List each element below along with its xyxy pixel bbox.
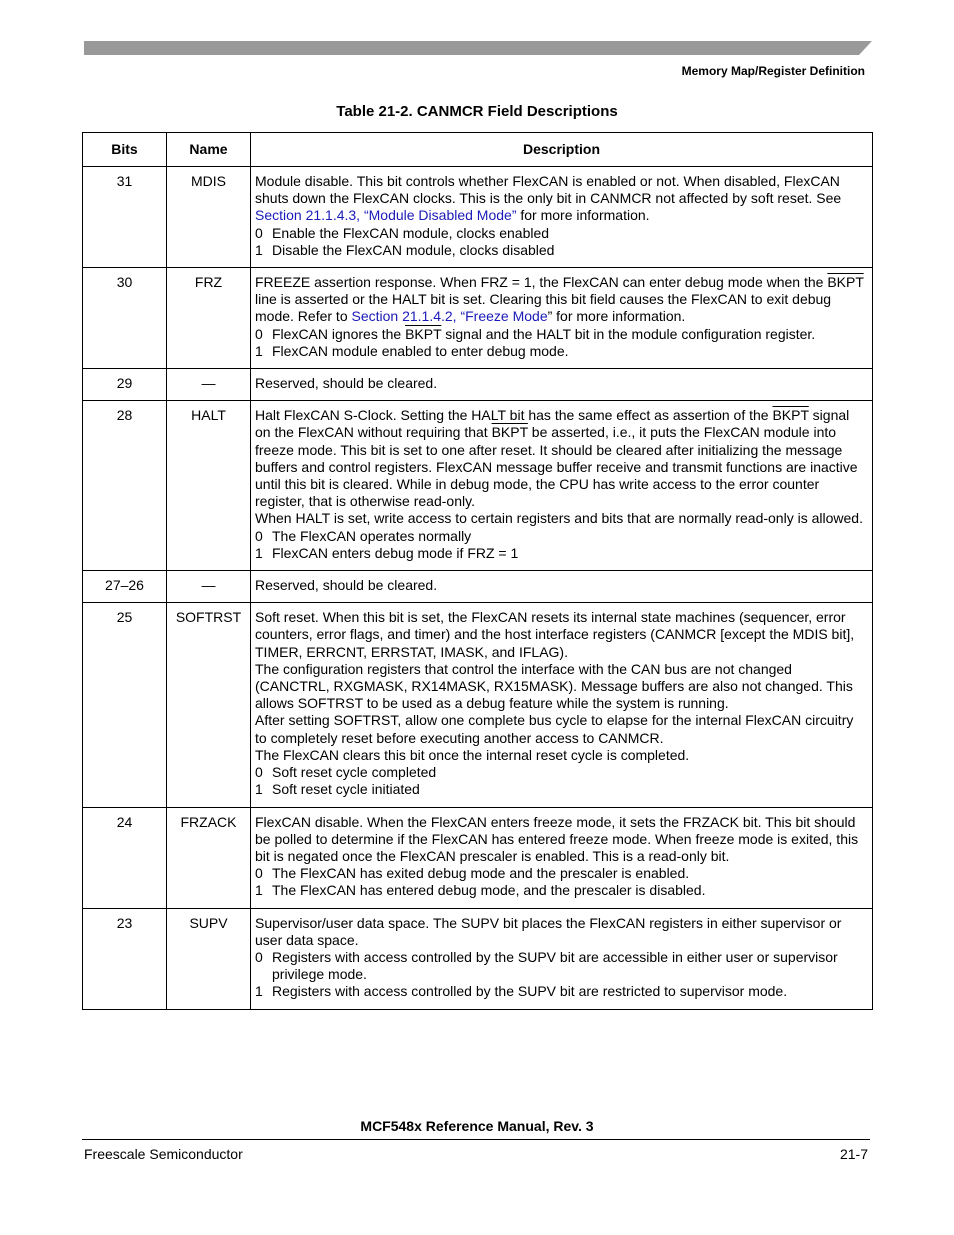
table-row	[83, 268, 873, 369]
option-line	[255, 865, 866, 882]
option-key: 0	[255, 224, 263, 241]
description-text	[255, 747, 866, 764]
text-run: The FlexCAN has exited debug mode and the prescaler is enabled.	[272, 865, 690, 882]
option-line	[255, 225, 866, 242]
option-key: 0	[255, 948, 263, 965]
option-key: 1	[255, 544, 263, 561]
option-key: 1	[255, 983, 263, 1000]
option-key: 1	[255, 781, 263, 798]
description-text	[255, 375, 866, 392]
option-key: 0	[255, 527, 263, 544]
text-run: Supervisor/user data space. The SUPV bit places the FlexCAN registers in either supervisor or user data space.	[255, 914, 842, 948]
text-run: Registers with access controlled by the SUPV bit are accessible in either user or supervisor privilege mode.	[272, 948, 838, 983]
name-cell: —	[167, 571, 251, 603]
footer-page-number: 21-7	[839, 1146, 868, 1162]
option-line	[255, 528, 866, 545]
description-text	[255, 609, 866, 661]
field-descriptions-table	[82, 132, 873, 1010]
description-text	[255, 274, 866, 326]
text-run: FlexCAN disable. When the FlexCAN enters freeze mode, it sets the FRZACK bit. This bit should be polled to determine if the FlexCAN has entered freeze mode. When freeze mode is exited, this bit is negated once the FlexCAN prescaler is enabled. This is a read-only bit.	[255, 813, 859, 864]
text-run: signal and the HALT bit in the module configuration register.	[441, 325, 816, 342]
description-cell	[251, 369, 873, 401]
signal-name-overbar: BKPT	[772, 407, 809, 424]
section-link[interactable]: Section 21.1.4.3, “Module Disabled Mode”	[255, 207, 517, 224]
text-run: The configuration registers that control the interface with the CAN bus are not changed (CANCTRL, RXGMASK, RX14MASK, RX15MASK). Message buffers are also not changed. This allows SOFTRST to be used as a debug feature while the system is running.	[255, 660, 853, 712]
text-run: Enable the FlexCAN module, clocks enabled	[272, 224, 550, 241]
text-run: Reserved, should be cleared.	[255, 577, 438, 594]
description-text	[255, 407, 866, 510]
text-run: FlexCAN enters debug mode if FRZ = 1	[272, 544, 519, 561]
option-line	[255, 242, 866, 259]
column-header-name: Name	[167, 133, 251, 167]
description-cell	[251, 167, 873, 268]
bits-cell: 28	[83, 401, 167, 571]
text-run: The FlexCAN clears this bit once the internal reset cycle is completed.	[255, 746, 690, 763]
bits-cell: 23	[83, 908, 167, 1009]
text-run: for more information.	[516, 207, 650, 224]
description-text	[255, 712, 866, 746]
option-key: 1	[255, 241, 263, 258]
description-cell	[251, 571, 873, 603]
description-text	[255, 510, 866, 527]
description-cell	[251, 807, 873, 908]
table-row	[83, 807, 873, 908]
option-line	[255, 983, 866, 1000]
bits-cell: 27–26	[83, 571, 167, 603]
option-line	[255, 781, 866, 798]
table-row	[83, 401, 873, 571]
footer-company: Freescale Semiconductor	[84, 1146, 243, 1162]
description-text	[255, 915, 866, 949]
section-link[interactable]: Section 21.1.4.2, “Freeze Mode	[351, 308, 548, 325]
text-run: Soft reset cycle completed	[272, 764, 437, 781]
name-cell: SUPV	[167, 908, 251, 1009]
table-row	[83, 603, 873, 807]
option-key: 0	[255, 764, 263, 781]
bits-cell: 29	[83, 369, 167, 401]
table-row	[83, 571, 873, 603]
name-cell: HALT	[167, 401, 251, 571]
footer-manual-title: MCF548x Reference Manual, Rev. 3	[360, 1118, 594, 1134]
text-run: Module disable. This bit controls whether FlexCAN is enabled or not. When disabled, FlexCAN shuts down the FlexCAN clocks. This is the only bit in CANMCR not affected by soft reset. See	[255, 173, 842, 207]
option-key: 1	[255, 882, 263, 899]
text-run: The FlexCAN has entered debug mode, and the prescaler is disabled.	[272, 882, 706, 899]
text-run: Disable the FlexCAN module, clocks disabled	[272, 241, 555, 258]
table-row	[83, 167, 873, 268]
text-run: signal on the FlexCAN without requiring that	[255, 407, 850, 441]
signal-name-overbar: BKPT	[827, 274, 864, 291]
text-run: FREEZE assertion response. When FRZ = 1, the FlexCAN can enter debug mode when the	[255, 274, 828, 291]
name-cell: —	[167, 369, 251, 401]
table-row	[83, 908, 873, 1009]
signal-name-overbar: BKPT	[405, 325, 442, 342]
text-run: Soft reset. When this bit is set, the FlexCAN resets its internal state machines (sequencer, error counters, error flags, and timer) and the host interface registers (CANMCR [except the MDIS bit], TIMER, ERRCNT, ERRSTAT, IMASK, and IFLAG).	[255, 609, 855, 660]
section-header: Memory Map/Register Definition	[681, 64, 865, 78]
description-text	[255, 814, 866, 866]
description-cell	[251, 908, 873, 1009]
bits-cell: 25	[83, 603, 167, 807]
column-header-description: Description	[251, 133, 873, 167]
description-text	[255, 173, 866, 225]
option-line	[255, 949, 866, 983]
text-run: The FlexCAN operates normally	[272, 527, 472, 544]
description-text	[255, 661, 866, 713]
option-line	[255, 545, 866, 562]
column-header-bits: Bits	[83, 133, 167, 167]
table-header-row	[83, 133, 873, 167]
text-run: Soft reset cycle initiated	[272, 781, 420, 798]
description-cell	[251, 401, 873, 571]
text-run: Reserved, should be cleared.	[255, 375, 438, 392]
option-line	[255, 764, 866, 781]
description-text	[255, 577, 866, 594]
text-run: line is asserted or the HALT bit is set. Clearing this bit field causes the FlexCAN to exit debug mode. Refer to	[255, 291, 832, 325]
option-line	[255, 882, 866, 899]
footer-divider	[82, 1139, 870, 1140]
header-bar	[84, 41, 872, 55]
table-title: Table 21-2. CANMCR Field Descriptions	[336, 103, 618, 120]
name-cell: FRZACK	[167, 807, 251, 908]
text-run: Halt FlexCAN S-Clock. Setting the HALT bit has the same effect as assertion of the	[255, 407, 773, 424]
table-row	[83, 369, 873, 401]
bits-cell: 31	[83, 167, 167, 268]
text-run: FlexCAN ignores the	[272, 325, 406, 342]
option-key: 0	[255, 865, 263, 882]
text-run: be asserted, i.e., it puts the FlexCAN module into freeze mode. This bit is set to one after reset. It should be cleared after initializing the message buffers and control registers. FlexCAN message buffer receive and transmit functions are inactive until this bit is cleared. While in debug mode, the CPU has write access to the error counter register, that is otherwise read-only.	[255, 424, 858, 510]
bits-cell: 24	[83, 807, 167, 908]
text-run: Registers with access controlled by the SUPV bit are restricted to supervisor mode.	[272, 983, 788, 1000]
option-key: 0	[255, 325, 263, 342]
option-line	[255, 326, 866, 343]
text-run: After setting SOFTRST, allow one complete bus cycle to elapse for the internal FlexCAN circuitry to completely reset before executing another access to CANMCR.	[255, 712, 854, 746]
description-cell	[251, 268, 873, 369]
text-run: FlexCAN module enabled to enter debug mode.	[272, 342, 569, 359]
description-cell	[251, 603, 873, 807]
name-cell: FRZ	[167, 268, 251, 369]
text-run: When HALT is set, write access to certain registers and bits that are normally read-only is allowed.	[255, 510, 863, 527]
option-key: 1	[255, 342, 263, 359]
name-cell: MDIS	[167, 167, 251, 268]
signal-name-overbar: BKPT	[491, 424, 528, 441]
bits-cell: 30	[83, 268, 167, 369]
name-cell: SOFTRST	[167, 603, 251, 807]
text-run: ” for more information.	[547, 308, 686, 325]
option-line	[255, 343, 866, 360]
